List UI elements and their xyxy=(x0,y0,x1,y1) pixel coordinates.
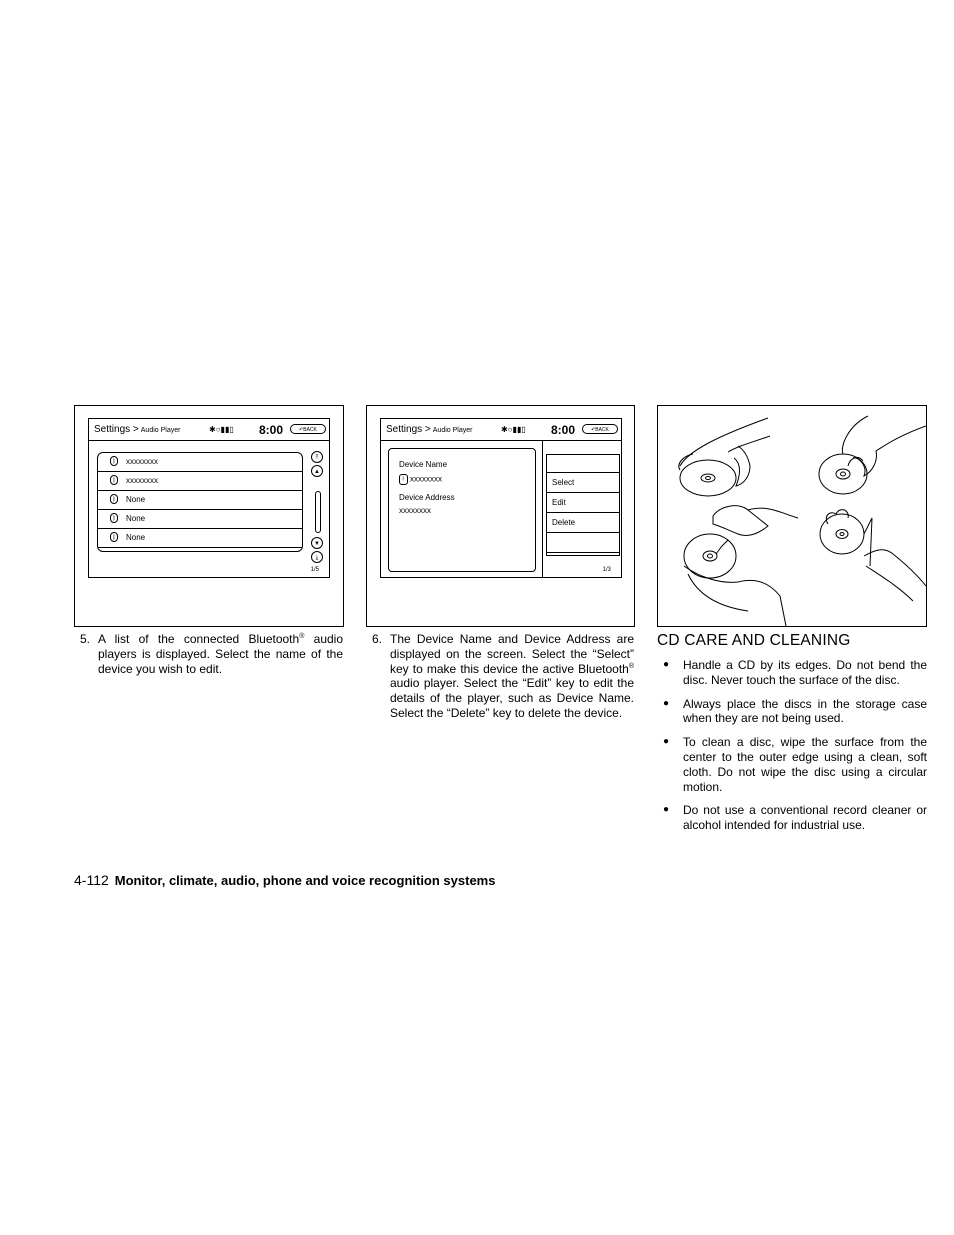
step-text: The Device Name and Device Address are displayed on the screen. Select the “Select” key to make this device the active Bluetooth® audio player. Select the “Edit” key to edit the details of the player, such as Device Name. Select the “Delete” key to delete the device. xyxy=(390,632,634,720)
bluetooth-icon: ᛒ xyxy=(110,532,118,542)
status-bar xyxy=(89,419,329,441)
step-number: 6. xyxy=(372,632,383,646)
device-info-panel xyxy=(388,448,536,572)
scrollbar[interactable] xyxy=(311,455,325,565)
device-name-value: ᛒ xxxxxxxx xyxy=(399,474,442,485)
bluetooth-icon: ᛒ xyxy=(399,474,408,485)
figure-cd-handling-illustration xyxy=(657,405,927,627)
scroll-up-icon[interactable]: ▲ xyxy=(311,465,323,477)
step-number: 5. xyxy=(80,632,91,646)
page-footer xyxy=(74,872,495,888)
chapter-title: Monitor, climate, audio, phone and voice recognition systems xyxy=(114,873,496,888)
list-item[interactable]: ᛒ None xyxy=(98,491,302,510)
bullet-icon: ● xyxy=(663,736,670,748)
list-item: ● Handle a CD by its edges. Do not bend the disc. Never touch the surface of the disc. xyxy=(663,658,927,687)
page-down-icon[interactable]: ⤓ xyxy=(311,551,323,563)
bullet-icon: ● xyxy=(663,804,670,816)
device-menu xyxy=(546,454,620,556)
list-item[interactable] xyxy=(98,548,302,552)
page-indicator: 1/5 xyxy=(310,567,319,573)
disc-shape xyxy=(680,460,736,496)
figure-device-details xyxy=(366,405,635,627)
status-icons: ✱○▮▮▯ xyxy=(501,425,526,434)
page-number: 4-112 xyxy=(74,872,109,888)
figure-audio-player-list xyxy=(74,405,344,627)
list-item: ● Do not use a conventional record cleaner or alcohol intended for industrial use. xyxy=(663,803,927,833)
back-button[interactable]: ↶BACK xyxy=(290,424,326,434)
page-up-icon[interactable]: ⤒ xyxy=(311,451,323,463)
step-text: A list of the connected Bluetooth® audio players is displayed. Select the name of the device you wish to edit. xyxy=(98,632,343,676)
menu-item-blank xyxy=(547,455,619,473)
clock: 8:00 xyxy=(551,423,576,437)
bluetooth-icon: ᛒ xyxy=(110,456,118,466)
list-item[interactable]: ᛒ xxxxxxxx xyxy=(98,453,302,472)
bluetooth-icon: ᛒ xyxy=(110,513,118,523)
device-list xyxy=(97,452,303,552)
select-button[interactable]: Select xyxy=(547,473,619,493)
status-bar xyxy=(381,419,621,441)
device-address-label: Device Address xyxy=(399,493,455,502)
status-icons: ✱○▮▮▯ xyxy=(209,425,234,434)
divider xyxy=(542,441,543,577)
back-button[interactable]: ↶BACK xyxy=(582,424,618,434)
scroll-down-icon[interactable]: ▼ xyxy=(311,537,323,549)
bluetooth-icon: ᛒ xyxy=(110,494,118,504)
list-item: ● To clean a disc, wipe the surface from the center to the outer edge using a clean, soft cloth. Do not wipe the disc using a circular motion. xyxy=(663,735,927,794)
bullet-icon: ● xyxy=(663,659,670,670)
list-item[interactable]: ᛒ None xyxy=(98,529,302,548)
screen-title: Settings > Audio Player xyxy=(94,424,181,435)
screen-audio-player-list xyxy=(88,418,330,578)
cd-handling-drawing xyxy=(658,406,926,626)
device-name-label: Device Name xyxy=(399,460,448,469)
bullet-list xyxy=(660,658,927,842)
menu-item-blank xyxy=(547,533,619,553)
bullet-icon: ● xyxy=(663,697,670,709)
screen-title: Settings > Audio Player xyxy=(386,424,473,435)
list-item[interactable]: ᛒ xxxxxxxx xyxy=(98,472,302,491)
edit-button[interactable]: Edit xyxy=(547,493,619,513)
scroll-track[interactable] xyxy=(315,491,321,533)
list-item[interactable]: ᛒ None xyxy=(98,510,302,529)
section-heading: CD CARE AND CLEANING xyxy=(657,632,851,649)
screen-device-details xyxy=(380,418,622,578)
delete-button[interactable]: Delete xyxy=(547,513,619,533)
page-indicator: 1/3 xyxy=(602,567,611,573)
bluetooth-icon: ᛒ xyxy=(110,475,118,485)
clock: 8:00 xyxy=(259,423,284,437)
list-item: ● Always place the discs in the storage case when they are not being used. xyxy=(663,696,927,726)
device-address-value: xxxxxxxx xyxy=(399,506,431,515)
